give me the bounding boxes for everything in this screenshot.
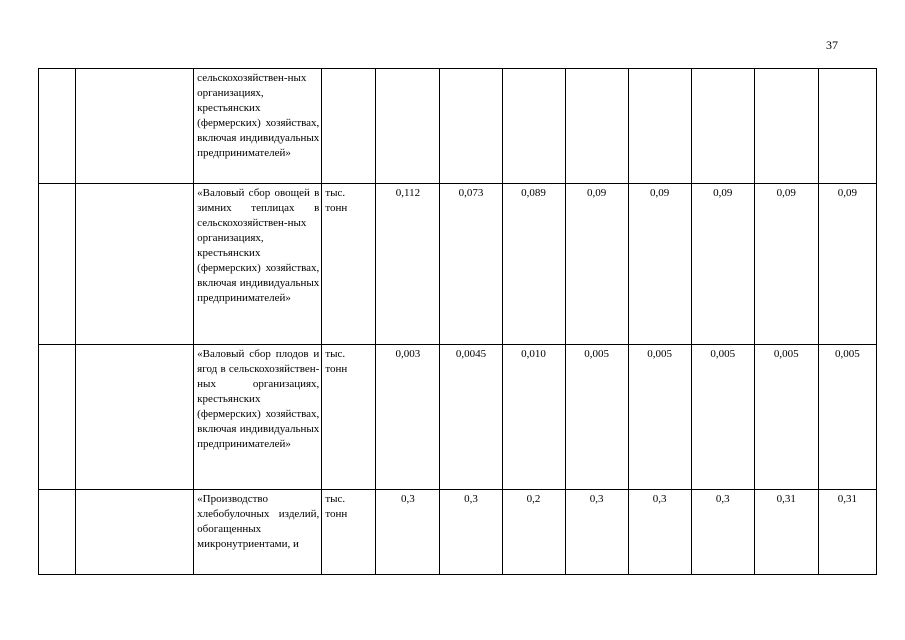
- value-cell: 0,3: [440, 490, 502, 575]
- value-cell: 0,003: [376, 345, 440, 490]
- value-cell: 0,089: [502, 184, 565, 345]
- data-table: [38, 68, 877, 575]
- value-cell: 0,3: [565, 490, 628, 575]
- value-cell: 0,0045: [440, 345, 502, 490]
- value-cell: [502, 69, 565, 184]
- value-cell: 0,005: [818, 345, 876, 490]
- number-cell: [39, 69, 76, 184]
- value-cell: 0,010: [502, 345, 565, 490]
- value-cell: [565, 69, 628, 184]
- unit-cell: [322, 184, 376, 345]
- unit-line-2: тонн: [325, 202, 348, 214]
- page-number: 37: [826, 38, 838, 52]
- value-cell: 0,005: [691, 345, 754, 490]
- value-cell: 0,005: [565, 345, 628, 490]
- indicator-description: сельскохозяйствен-ных организациях, крестьянских (фермерских) хозяйствах, включая индивидуальных предпринимателей»: [194, 69, 322, 184]
- table-body: [39, 69, 877, 575]
- name-cell: [76, 345, 194, 490]
- value-cell: [440, 69, 502, 184]
- table-row: [39, 184, 877, 345]
- value-cell: 0,112: [376, 184, 440, 345]
- value-cell: 0,3: [376, 490, 440, 575]
- indicator-description: «Производство хлебобулочных изделий, обогащенных микронутриентами, и: [194, 490, 322, 575]
- value-cell: [376, 69, 440, 184]
- value-cell: 0,3: [691, 490, 754, 575]
- unit-line-1: тыс.: [325, 348, 346, 360]
- number-cell: [39, 184, 76, 345]
- unit-cell: [322, 69, 376, 184]
- name-cell: [76, 490, 194, 575]
- value-cell: 0,09: [691, 184, 754, 345]
- value-cell: 0,09: [628, 184, 691, 345]
- value-cell: 0,005: [754, 345, 818, 490]
- value-cell: 0,31: [818, 490, 876, 575]
- value-cell: [628, 69, 691, 184]
- unit-line-1: тыс.: [325, 187, 346, 199]
- unit-line-1: тыс.: [325, 493, 346, 505]
- unit-cell: [322, 345, 376, 490]
- value-cell: [754, 69, 818, 184]
- name-cell: [76, 69, 194, 184]
- indicator-description: «Валовый сбор овощей в зимних теплицах в сельскохозяйствен-ных организациях, крестьянских (фермерских) хозяйствах, включая индивидуальных предпринимателей»: [194, 184, 322, 345]
- table-row: [39, 345, 877, 490]
- unit-line-2: тонн: [325, 363, 348, 375]
- value-cell: [691, 69, 754, 184]
- unit-cell: [322, 490, 376, 575]
- value-cell: 0,09: [754, 184, 818, 345]
- number-cell: [39, 345, 76, 490]
- number-cell: [39, 490, 76, 575]
- value-cell: 0,09: [565, 184, 628, 345]
- unit-line-2: тонн: [325, 508, 348, 520]
- table-row: [39, 490, 877, 575]
- value-cell: 0,09: [818, 184, 876, 345]
- table-row: [39, 69, 877, 184]
- value-cell: 0,073: [440, 184, 502, 345]
- value-cell: [818, 69, 876, 184]
- value-cell: 0,2: [502, 490, 565, 575]
- value-cell: 0,005: [628, 345, 691, 490]
- value-cell: 0,3: [628, 490, 691, 575]
- value-cell: 0,31: [754, 490, 818, 575]
- name-cell: [76, 184, 194, 345]
- indicator-description: «Валовый сбор плодов и ягод в сельскохозяйствен-ных организациях, крестьянских (фермерских) хозяйствах, включая индивидуальных предпринимателей»: [194, 345, 322, 490]
